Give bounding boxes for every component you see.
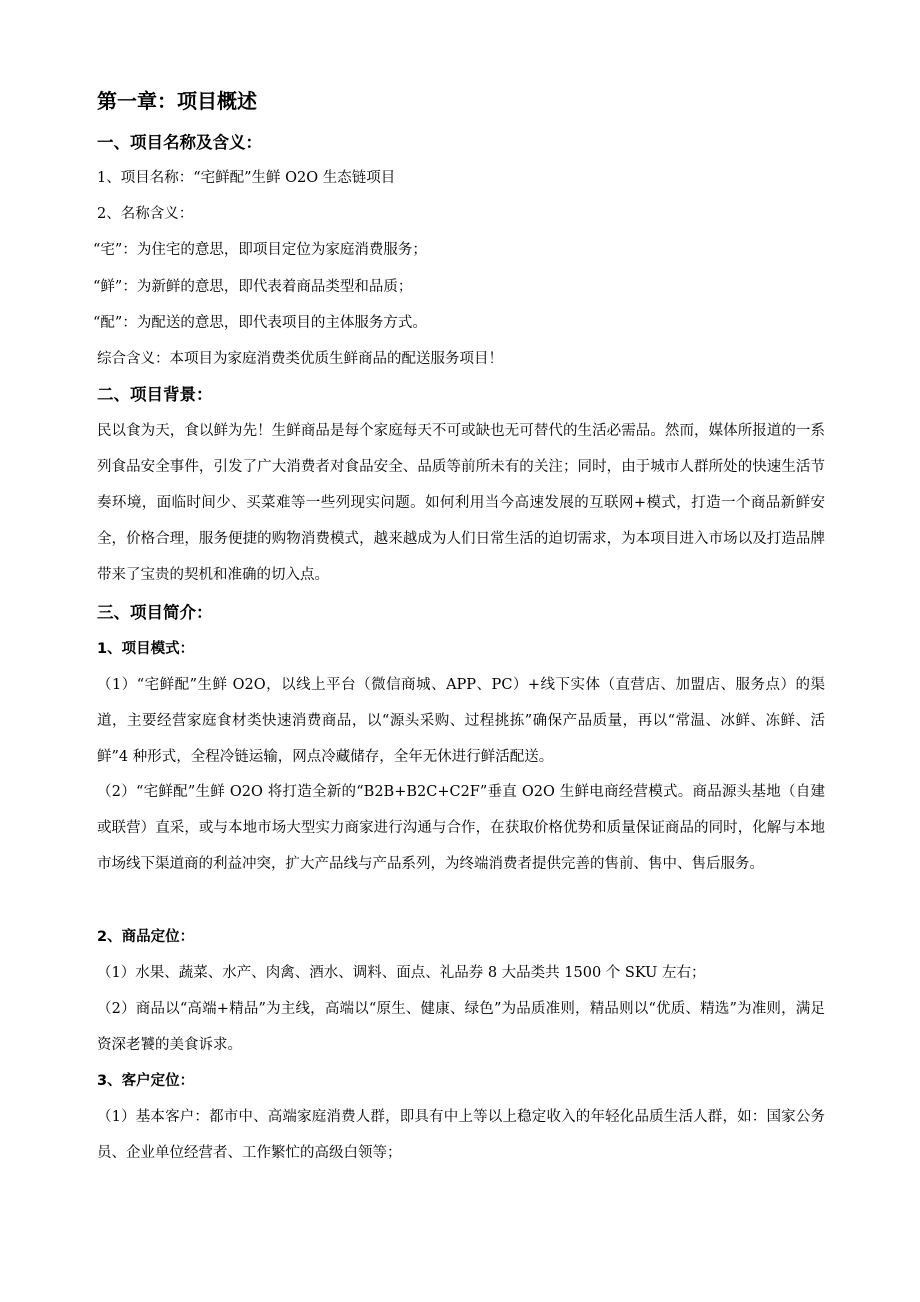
project-name-line: 1、项目名称：“宅鲜配”生鲜 O2O 生态链项目 [97, 170, 396, 186]
sub-heading-project-mode: 1、项目模式： [97, 641, 195, 657]
section-heading-intro: 三、项目简介： [97, 603, 213, 622]
meaning-pei: “配”：为配送的意思，即代表项目的主体服务方式。 [93, 315, 427, 331]
background-paragraph: 民以食为天，食以鲜为先！生鲜商品是每个家庭每天不可或缺也无可替代的生活必需品。然而，媒体所报道的一系列食品安全事件，引发了广大消费者对食品安全、品质等前所未有的关注；同时，由于城市人群所处的快速生活节奏环境，面临时间少、买菜难等一些列现实问题。如何利用当今高速发展的互联网+模式，打造一个商品新鲜安全，价格合理，服务便捷的购物消费模式，越来越成为人们日常生活的迫切需求，为本项目进入市场以及打造品牌带来了宝贵的契机和准确的切入点。 [97, 423, 825, 583]
meaning-xian: “鲜”：为新鲜的意思，即代表着商品类型和品质； [93, 279, 413, 295]
section-heading-background: 二、项目背景： [97, 385, 213, 404]
name-meaning-label: 2、名称含义： [97, 206, 194, 222]
product-positioning-paragraph-1: （1）水果、蔬菜、水产、肉禽、酒水、调料、面点、礼品券 8 大品类共 1500 个 SKU 左右； [97, 965, 706, 981]
project-mode-paragraph-2: （2）“宅鲜配”生鲜 O2O 将打造全新的“B2B+B2C+C2F”垂直 O2O 生鲜电商经营模式。商品源头基地（自建或联营）直采，或与本地市场大型实力商家进行沟通与合作，在获取价格优势和质量保证商品的同时，化解与本地市场线下渠道商的利益冲突，扩大产品线与产品系列，为终端消费者提供完善的售前、售中、售后服务。 [97, 784, 825, 872]
product-positioning-paragraph-2: （2）商品以“高端+精品”为主线，高端以“原生、健康、绿色”为品质准则，精品则以“优质、精选”为准则，满足资深老饕的美食诉求。 [97, 1001, 825, 1053]
customer-positioning-paragraph-1: （1）基本客户：都市中、高端家庭消费人群，即具有中上等以上稳定收入的年轻化品质生活人群，如：国家公务员、企业单位经营者、工作繁忙的高级白领等； [97, 1109, 825, 1161]
meaning-zhai: “宅”：为住宅的意思，即项目定位为家庭消费服务； [93, 242, 427, 258]
chapter-title: 第一章：项目概述 [97, 89, 257, 113]
section-heading-name-meaning: 一、项目名称及含义： [97, 133, 262, 152]
sub-heading-product-positioning: 2、商品定位： [97, 929, 195, 945]
summary-meaning-line: 综合含义：本项目为家庭消费类优质生鲜商品的配送服务项目！ [97, 351, 503, 367]
project-mode-paragraph-1: （1）“宅鲜配”生鲜 O2O，以线上平台（微信商城、APP、PC）+线下实体（直营店、加盟店、服务点）的渠道，主要经营家庭食材类快速消费商品，以“源头采购、过程挑拣”确保产品质量，再以“常温、冰鲜、冻鲜、活鲜”4 种形式，全程冷链运输，网点冷藏储存，全年无休进行鲜活配送。 [97, 677, 825, 765]
sub-heading-customer-positioning: 3、客户定位： [97, 1073, 195, 1089]
